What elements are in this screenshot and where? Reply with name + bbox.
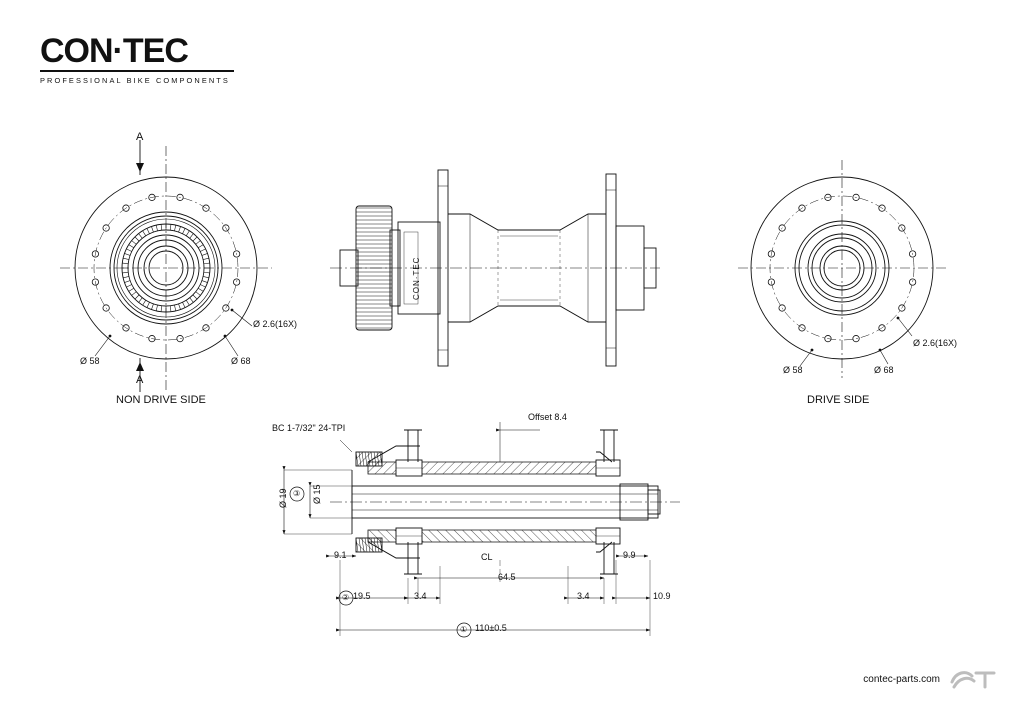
dim-right-end: 10.9 (653, 591, 671, 601)
bore-19-label: Ø 19 (278, 488, 288, 508)
view-front-elevation (330, 170, 660, 366)
left-dim-pcd58: Ø 58 (80, 356, 100, 366)
balloon-3: ③ (293, 489, 301, 498)
left-dim-pcd68: Ø 68 (231, 356, 251, 366)
dim-overall: 110±0.5 (475, 623, 507, 633)
right-dim-holes: Ø 2.6(16X) (913, 338, 958, 348)
ct-logo-icon (950, 668, 996, 690)
section-mark-a-top: A (136, 131, 144, 143)
hub-body-engraving: CON·TEC (412, 256, 421, 300)
offset-label: Offset 8.4 (528, 412, 567, 422)
brand-tagline: PROFESSIONAL BIKE COMPONENTS (40, 76, 230, 85)
section-mark-a-bottom: A (136, 374, 144, 386)
footer (863, 668, 996, 690)
centerline-label: CL (481, 552, 493, 562)
left-dim-holes: Ø 2.6(16X) (253, 319, 298, 329)
dim-flange-right: 3.4 (577, 591, 590, 601)
dim-flange-span: 64.5 (498, 572, 516, 582)
thread-spec-label: BC 1-7/32" 24-TPI (272, 423, 346, 433)
right-dim-pcd68: Ø 68 (874, 365, 894, 375)
footer-site-url: contec-parts.com (863, 673, 940, 685)
view-non-drive-side (60, 140, 272, 392)
brand-name: CON·TEC (40, 32, 188, 70)
caption-drive-side: DRIVE SIDE (807, 394, 870, 406)
dim-flange-left: 3.4 (414, 591, 427, 601)
caption-non-drive-side: NON DRIVE SIDE (116, 394, 206, 406)
balloon-1: ① (460, 625, 468, 634)
dim-left-stack: 19.5 (353, 591, 371, 601)
balloon-2: ② (342, 593, 350, 602)
dim-left-edge: 9.1 (334, 550, 347, 560)
dim-right-edge: 9.9 (623, 550, 636, 560)
bore-15-label: Ø 15 (312, 484, 322, 504)
right-dim-pcd58: Ø 58 (783, 365, 803, 375)
view-section-aa (284, 422, 680, 637)
